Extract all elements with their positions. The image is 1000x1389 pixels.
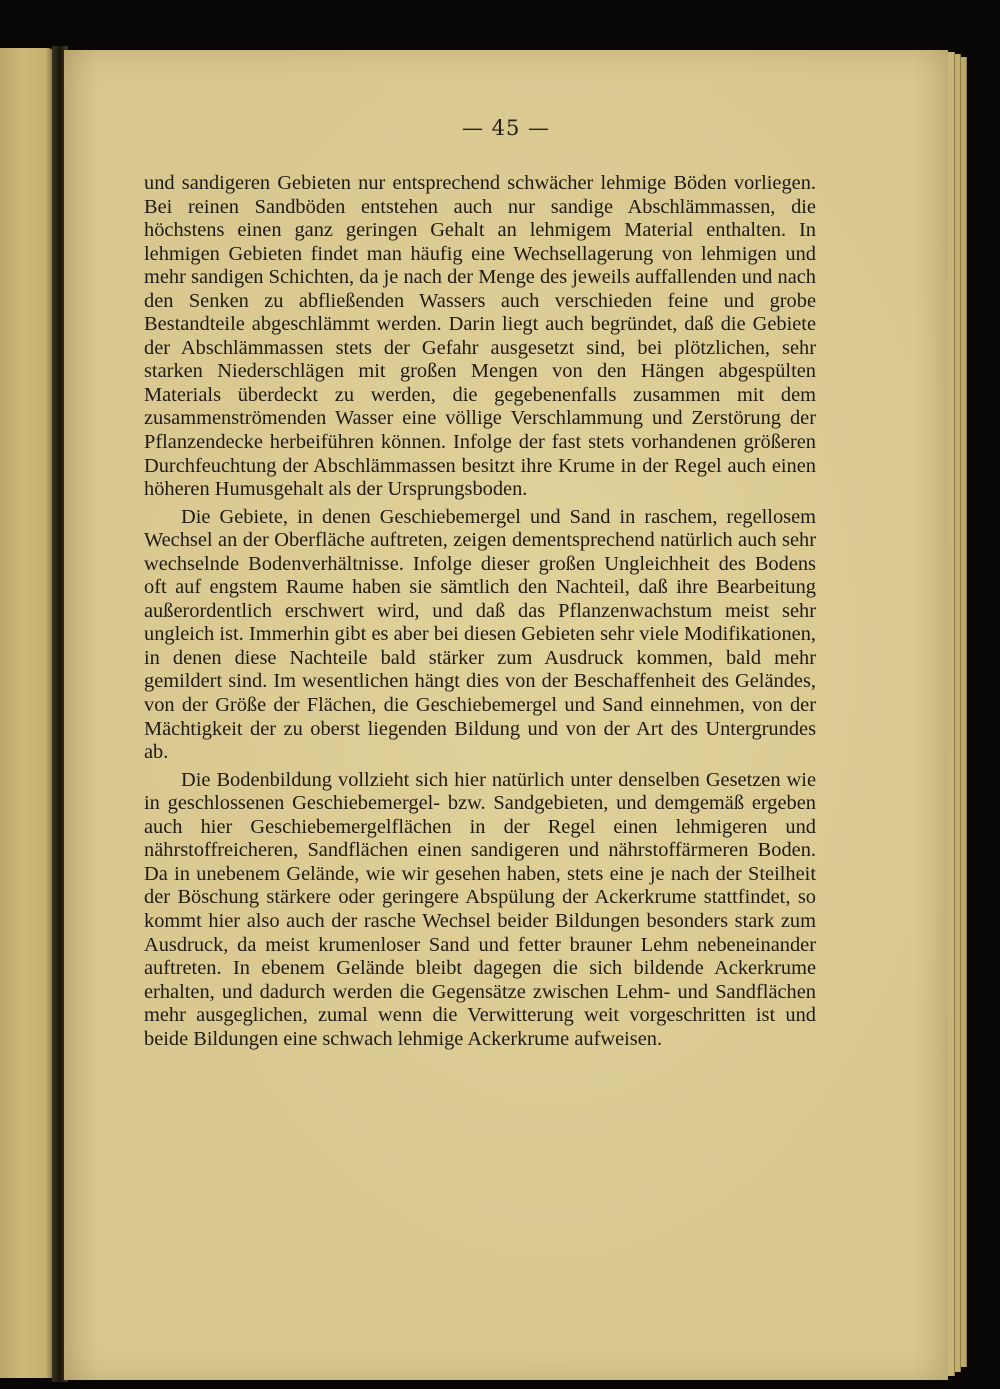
paragraph-2: Die Gebiete, in denen Geschiebemergel und Sand in raschem, regellosem Wechsel an der Oberfläche auftreten, zeigen dementsprechend natürlich auch sehr wechselnde Bodenverhältnisse. Infolge dieser großen Ungleichheit des Bodens oft auf engstem Raume haben sie sämtlich den Nachteil, daß ihre Bearbeitung außerordentlich erschwert wird, und daß das Pflanzenwachstum meist sehr ungleich ist. Immerhin gibt es aber bei diesen Gebieten sehr viele Modifikationen, in denen diese Nachteile bald stärker zum Ausdruck kommen, bald mehr gemildert sind. Im wesentlichen hängt dies von der Beschaffenheit des Geländes, von der Größe der Flächen, die Geschiebemergel und Sand einnehmen, von der Mächtigkeit der zu oberst liegenden Bildung und von der Art des Untergrundes ab. <box>144 505 816 764</box>
book-page <box>64 50 948 1380</box>
page-body <box>144 172 816 1051</box>
paragraph-3: Die Bodenbildung vollzieht sich hier natürlich unter denselben Gesetzen wie in geschlossenen Geschiebemergel- bzw. Sandgebieten, und demgemäß ergeben auch hier Geschiebemergelflächen in der Regel einen lehmigeren und nährstoffreicheren, Sandflächen einen sandigeren und nährstoffärmeren Boden. Da in unebenem Gelände, wie wir gesehen haben, stets eine je nach der Steilheit der Böschung stärkere oder geringere Abspülung der Ackerkrume stattfindet, so kommt hier also auch der rasche Wechsel beider Bildungen besonders stark zum Ausdruck, da meist krumenloser Sand und fetter brauner Lehm nebeneinander auftreten. In ebenem Gelände bleibt dagegen die sich bildende Ackerkrume erhalten, und dadurch werden die Gegensätze zwischen Lehm- und Sandflächen mehr ausgeglichen, zumal wenn die Verwitterung weit vorgeschritten ist und beide Bildungen eine schwach lehmige Ackerkrume aufweisen. <box>144 768 816 1050</box>
left-page-edge <box>0 48 54 1378</box>
paragraph-1: und sandigeren Gebieten nur entsprechend schwächer lehmige Böden vorliegen. Bei reinen Sandböden entstehen auch nur sandige Abschlämmassen, die höchstens einen ganz geringen Gehalt an lehmigem Material enthalten. In lehmigen Gebieten findet man häufig eine Wechsellagerung von lehmigen und mehr sandigen Schichten, da je nach der Menge des jeweils auffallenden und nach den Senken zu abfließenden Wassers auch verschieden feine und grobe Bestandteile abgeschlämmt werden. Darin liegt auch begründet, daß die Gebiete der Abschlämmassen stets der Gefahr ausgesetzt sind, bei plötzlichen, sehr starken Niederschlägen mit großen Mengen von den Hängen abgespülten Materials überdeckt zu werden, die gegebenenfalls zusammen mit dem zusammenströmenden Wasser eine völlige Verschlammung und Zerstörung der Pflanzendecke herbeiführen können. Infolge der fast stets vorhandenen größeren Durchfeuchtung der Abschlämmassen besitzt ihre Krume in der Regel auch einen höheren Humusgehalt als der Ursprungsboden. <box>144 172 816 501</box>
page-number: — 45 — <box>461 116 551 140</box>
